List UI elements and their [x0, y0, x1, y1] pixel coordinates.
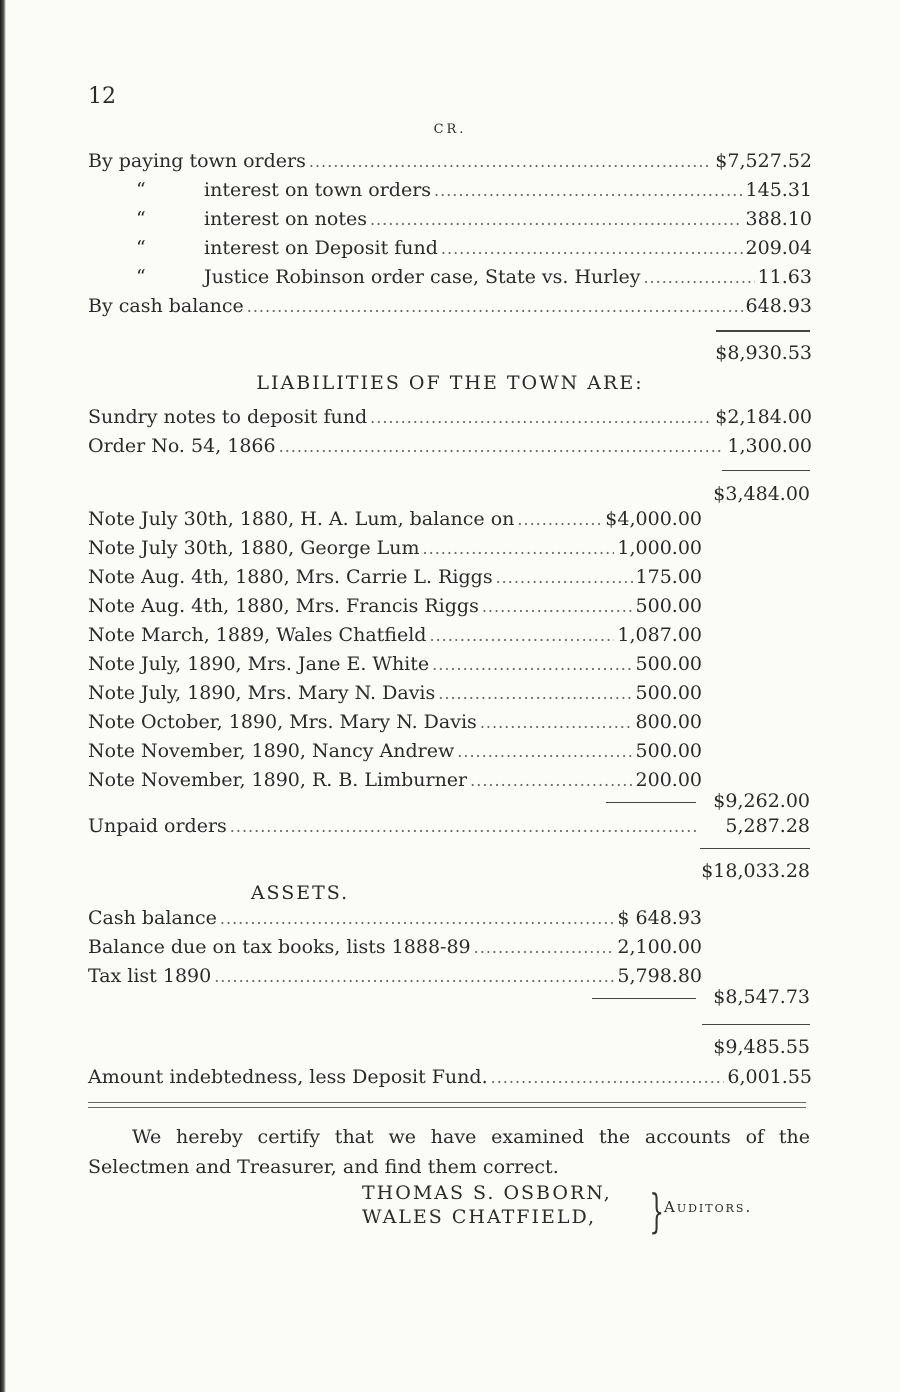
liability-row: [88, 406, 812, 432]
note-label: Note July, 1890, Mrs. Jane E. White: [88, 653, 430, 675]
net-rule: [702, 1024, 810, 1025]
note-amount: 500.00: [635, 653, 702, 675]
note-row: [88, 537, 702, 563]
note-amount: 800.00: [635, 711, 702, 733]
cr-label: By cash balance: [88, 295, 244, 317]
note-label: Note July, 1890, Mrs. Mary N. Davis: [88, 682, 436, 704]
note-row: [88, 508, 702, 534]
note-amount: 500.00: [635, 595, 702, 617]
page-binding-edge: [0, 0, 6, 1392]
note-label: Note Aug. 4th, 1880, Mrs. Francis Riggs: [88, 595, 479, 617]
cr-row: [88, 266, 812, 292]
net-indebtedness: $9,485.55: [713, 1036, 810, 1058]
liability-amount: $2,184.00: [715, 406, 812, 428]
amount-less-deposit-label: Amount indebtedness, less Deposit Fund.: [88, 1066, 488, 1088]
note-label: Note November, 1890, Nancy Andrew: [88, 740, 455, 762]
ditto-mark: “: [136, 179, 146, 201]
double-rule: [88, 1102, 806, 1108]
asset-amount: $ 648.93: [617, 907, 702, 929]
cr-total: $8,930.53: [715, 342, 812, 364]
page-number: 12: [88, 84, 116, 109]
cr-amount: 209.04: [745, 237, 812, 259]
cr-row: [88, 295, 812, 321]
liability-row: [88, 435, 812, 461]
liability-label: Order No. 54, 1866: [88, 435, 276, 457]
cr-label: Justice Robinson order case, State vs. Hurley: [204, 266, 641, 288]
note-amount: 1,000.00: [617, 537, 702, 559]
cr-row: [88, 208, 812, 234]
note-row: [88, 653, 702, 679]
cr-label: interest on Deposit fund: [204, 237, 438, 259]
note-label: Note March, 1889, Wales Chatfield: [88, 624, 427, 646]
note-row: [88, 769, 702, 795]
auditors-role: Auditors.: [664, 1198, 753, 1216]
note-row: [88, 682, 702, 708]
asset-amount: 5,798.80: [617, 965, 702, 987]
note-amount: 175.00: [635, 566, 702, 588]
note-row: [88, 740, 702, 766]
note-amount: 500.00: [635, 740, 702, 762]
cr-label: interest on town orders: [204, 179, 432, 201]
amount-less-deposit-amount: 6,001.55: [727, 1066, 812, 1088]
note-amount: $4,000.00: [605, 508, 702, 530]
subtotal-rule: [722, 470, 810, 471]
certification-paragraph: [88, 1122, 810, 1182]
asset-label: Tax list 1890: [88, 965, 212, 987]
asset-amount: 2,100.00: [617, 936, 702, 958]
note-amount: 1,087.00: [617, 624, 702, 646]
ditto-mark: “: [136, 266, 146, 288]
unpaid-orders-label: Unpaid orders: [88, 815, 227, 837]
note-label: Note Aug. 4th, 1880, Mrs. Carrie L. Riggs: [88, 566, 493, 588]
cr-heading: CR.: [433, 122, 467, 137]
unpaid-orders-row: [88, 815, 702, 841]
total-rule: [716, 330, 810, 332]
auditor-name: THOMAS S. OSBORN,: [362, 1182, 612, 1204]
asset-label: Balance due on tax books, lists 1888-89: [88, 936, 471, 958]
grand-total: $18,033.28: [701, 860, 810, 882]
note-row: [88, 624, 702, 650]
note-row: [88, 566, 702, 592]
certification-text: We hereby certify that we have examined the accounts of the Selectmen and Treasurer, and find them correct.: [88, 1126, 810, 1178]
asset-row: [88, 936, 702, 962]
cr-label: By paying town orders: [88, 150, 306, 172]
cr-row: [88, 237, 812, 263]
unpaid-orders-amount: 5,287.28: [725, 815, 810, 837]
liabilities-subtotal: $3,484.00: [713, 483, 810, 505]
auditor-name: WALES CHATFIELD,: [362, 1206, 597, 1228]
ditto-mark: “: [136, 237, 146, 259]
cr-amount: 11.63: [757, 266, 812, 288]
liability-amount: 1,300.00: [727, 435, 812, 457]
liabilities-heading: LIABILITIES OF THE TOWN ARE:: [256, 372, 644, 394]
cr-amount: 145.31: [745, 179, 812, 201]
note-label: Note November, 1890, R. B. Limburner: [88, 769, 468, 791]
liability-label: Sundry notes to deposit fund: [88, 406, 368, 428]
note-amount: 500.00: [635, 682, 702, 704]
grand-total-rule: [700, 848, 810, 849]
brace-mark: }: [649, 1184, 664, 1238]
note-label: Note July 30th, 1880, H. A. Lum, balance on: [88, 508, 515, 530]
asset-label: Cash balance: [88, 907, 217, 929]
assets-total: $8,547.73: [713, 986, 810, 1008]
ditto-mark: “: [136, 208, 146, 230]
cr-row: [88, 150, 812, 176]
cr-label: interest on notes: [204, 208, 367, 230]
cr-amount: $7,527.52: [715, 150, 812, 172]
cr-amount: 648.93: [745, 295, 812, 317]
asset-row: [88, 907, 702, 933]
note-label: Note July 30th, 1880, George Lum: [88, 537, 420, 559]
note-row: [88, 595, 702, 621]
asset-row: [88, 965, 702, 991]
note-row: [88, 711, 702, 737]
note-amount: 200.00: [635, 769, 702, 791]
cr-amount: 388.10: [745, 208, 812, 230]
assets-heading: ASSETS.: [250, 882, 350, 904]
cr-row: [88, 179, 812, 205]
amount-less-deposit-row: [88, 1066, 812, 1092]
notes-total: $9,262.00: [713, 790, 810, 812]
note-label: Note October, 1890, Mrs. Mary N. Davis: [88, 711, 477, 733]
